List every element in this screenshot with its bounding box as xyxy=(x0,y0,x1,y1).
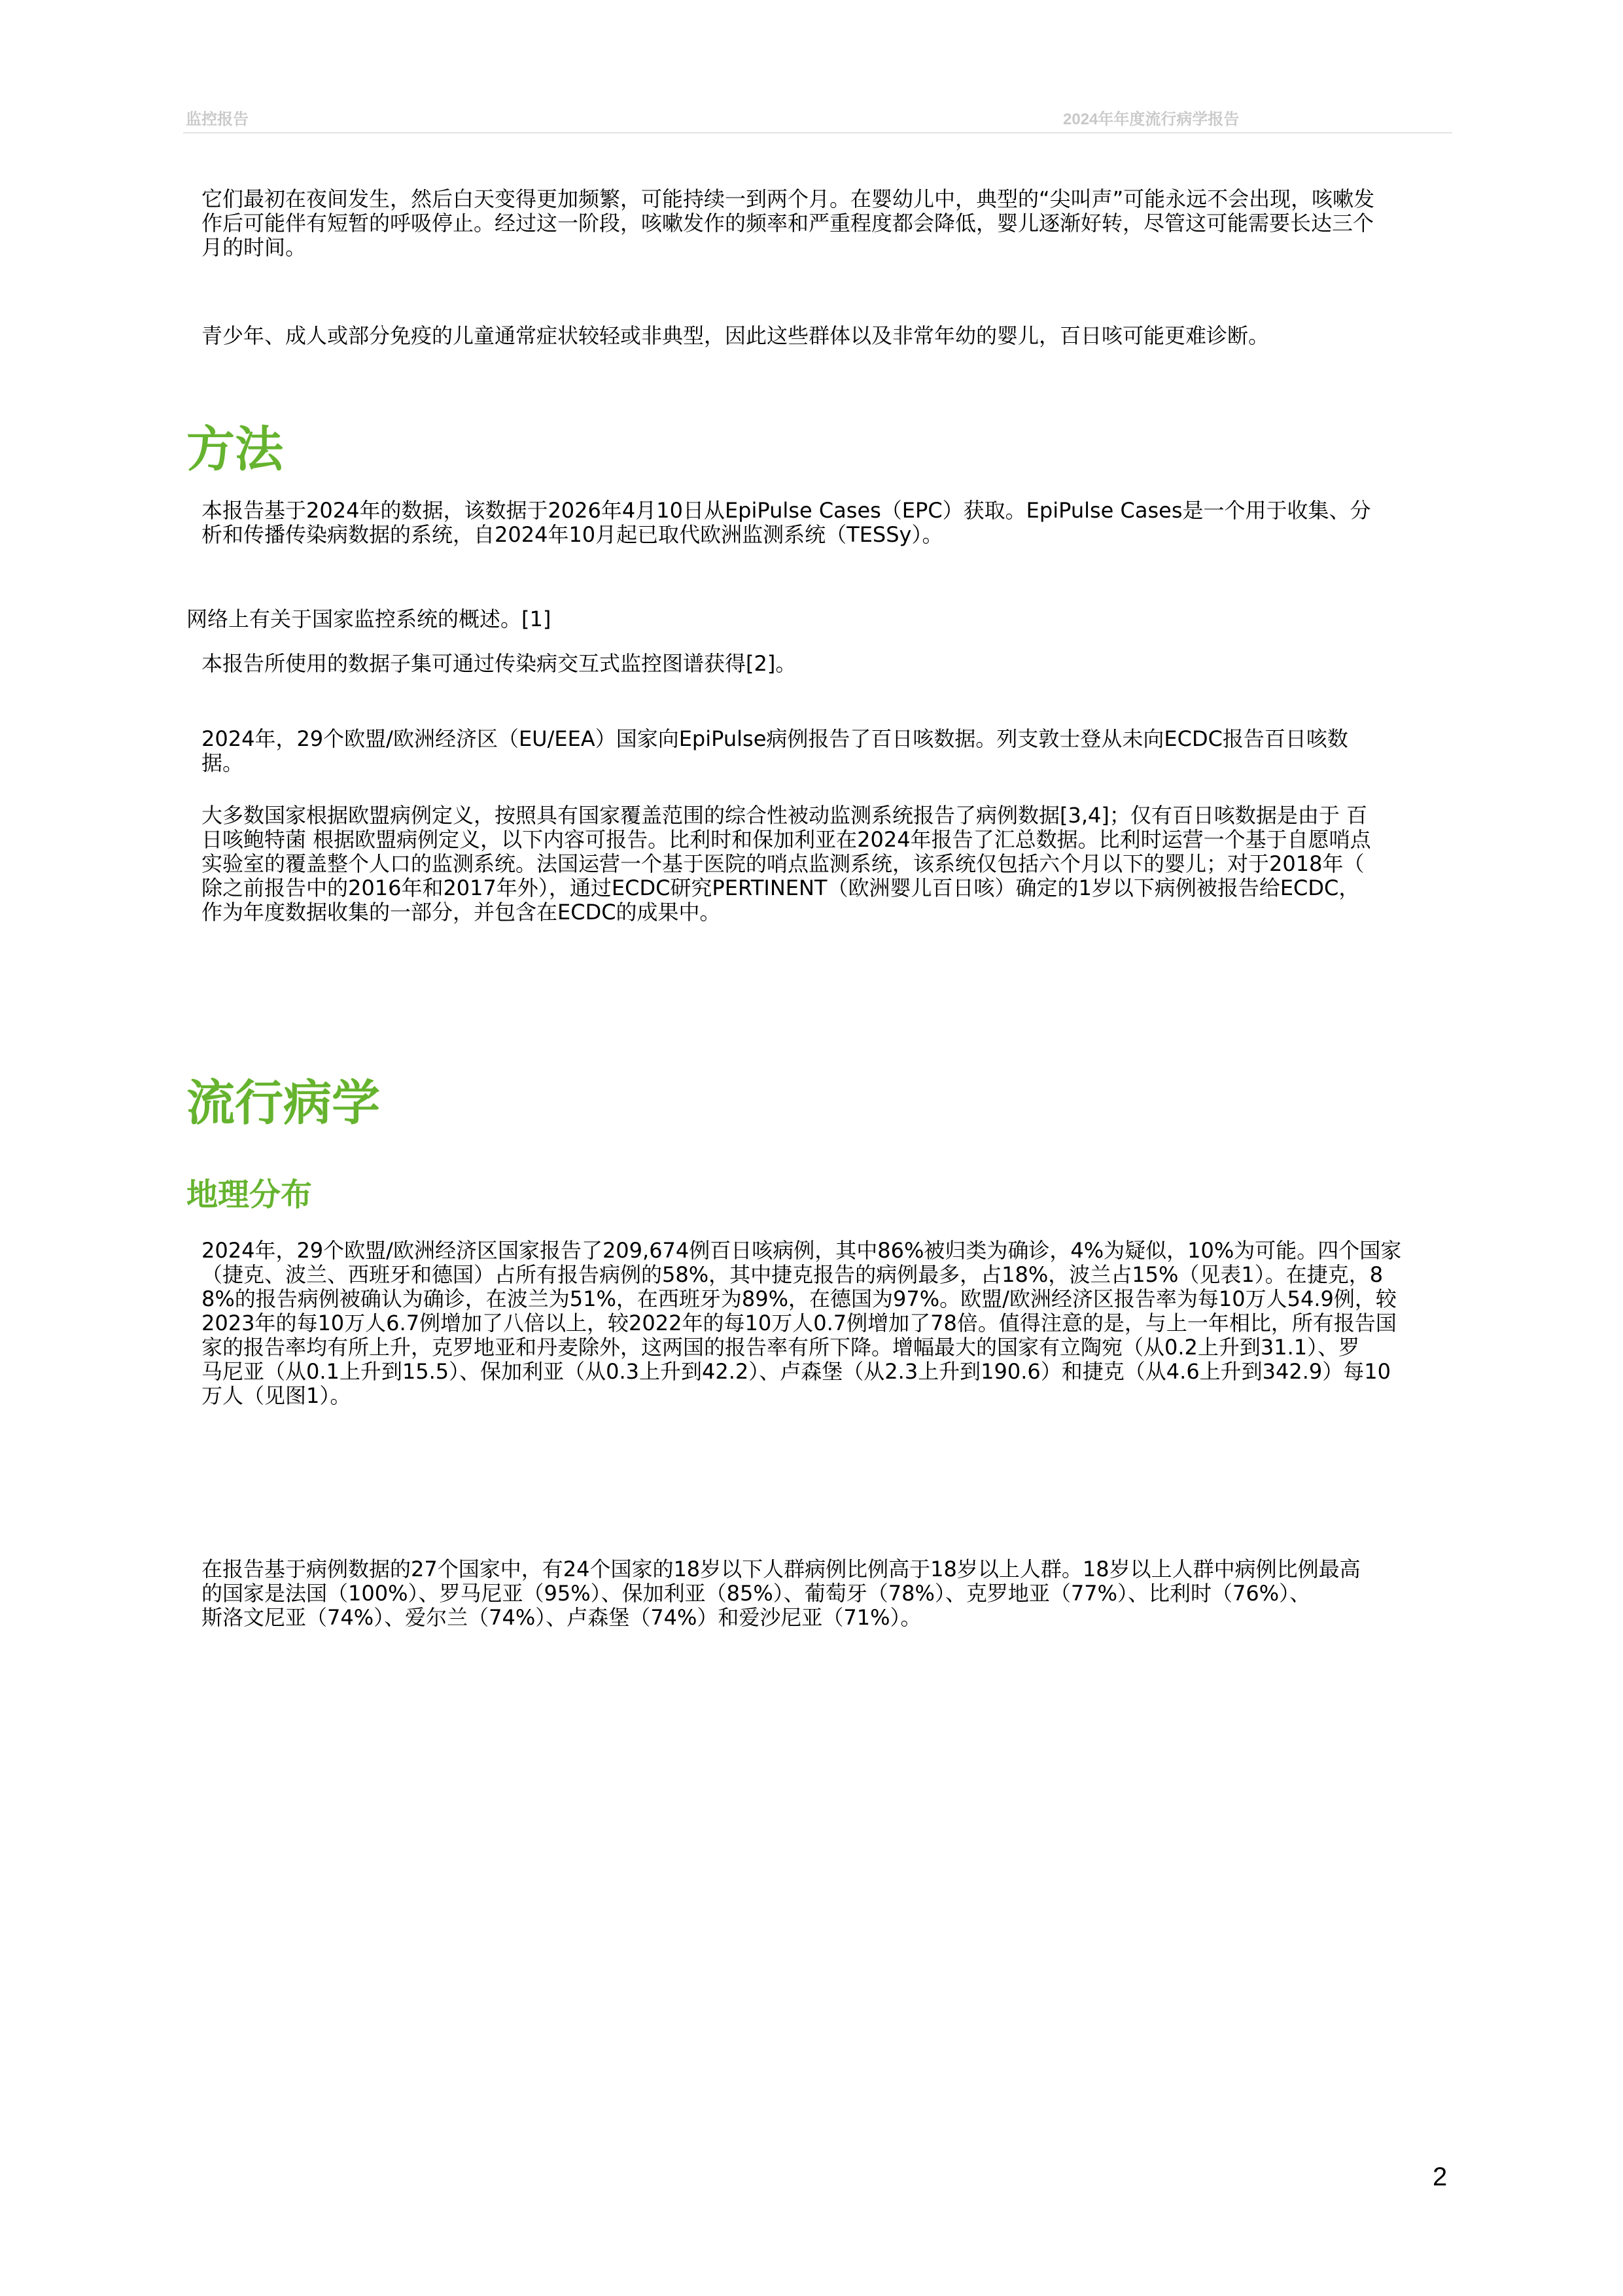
geographic-distribution-heading: 地理分布 xyxy=(186,1176,313,1213)
methods-paragraph-1: 本报告基于2024年的数据，该数据于2026年4月10日从EpiPulse Cases（EPC）获取。EpiPulse Cases是一个用于收集、分 析和传播传染病数据的系统，自2024年10月起已取代欧洲监测系统（TESSy）。 xyxy=(201,498,1371,547)
epidemiology-paragraph-2: 在报告基于病例数据的27个国家中，有24个国家的18岁以下人群病例比例高于18岁以上人群。18岁以上人群中病例比例最高 的国家是法国（100%）、罗马尼亚（95%）、保加利亚（85%）、葡萄牙（78%）、克罗地亚（77%）、比利时（76%）、 斯洛文尼亚（74%）、爱尔兰（74%）、卢森堡（74%）和爱沙尼亚（71%）。 xyxy=(201,1557,1361,1630)
header-left-title: 监控报告 xyxy=(186,111,249,128)
epidemiology-paragraph-1: 2024年，29个欧盟/欧洲经济区国家报告了209,674例百日咳病例，其中86%被归类为确诊，4%为疑似，10%为可能。四个国家 （捷克、波兰、西班牙和德国）占所有报告病例的58%，其中捷克报告的病例最多，占18%，波兰占15%（见表1）。在捷克，8 8%的报告病例被确认为确诊，在波兰为51%，在西班牙为89%，在德国为97%。欧盟/欧洲经济区报告率为每10万人54.9例，较 2023年的每10万人6.7例增加了八倍以上，较2022年的每10万人0.7例增加了78倍。值得注意的是，与上一年相比，所有报告国 家的报告率均有所上升，克罗地亚和丹麦除外，这两国的报告率有所下降。增幅最大的国家有立陶宛（从0.2上升到31.1）、罗 马尼亚（从0.1上升到15.5）、保加利亚（从0.3上升到42.2）、卢森堡（从2.3上升到190.6）和捷克（从4.6上升到342.9）每10 万人（见图1）。 xyxy=(201,1238,1402,1408)
epidemiology-heading: 流行病学 xyxy=(186,1075,380,1131)
methods-paragraph-3: 本报告所使用的数据子集可通过传染病交互式监控图谱获得[2]。 xyxy=(201,651,797,676)
page-number: 2 xyxy=(1433,2163,1448,2191)
header-right-title: 2024年年度流行病学报告 xyxy=(1063,111,1240,128)
intro-paragraph-1: 它们最初在夜间发生，然后白天变得更加频繁，可能持续一到两个月。在婴幼儿中，典型的“尖叫声”可能永远不会出现，咳嗽发 作后可能伴有短暂的呼吸停止。经过这一阶段，咳嗽发作的频率和严重程度都会降低，婴儿逐渐好转，尽管这可能需要长达三个 月的时间。 xyxy=(201,186,1375,260)
methods-paragraph-2: 网络上有关于国家监控系统的概述。[1] xyxy=(186,607,551,631)
intro-paragraph-2: 青少年、成人或部分免疫的儿童通常症状较轻或非典型，因此这些群体以及非常年幼的婴儿，百日咳可能更难诊断。 xyxy=(201,323,1270,348)
methods-paragraph-5: 大多数国家根据欧盟病例定义，按照具有国家覆盖范围的综合性被动监测系统报告了病例数据[3,4]；仅有百日咳数据是由于 百 日咳鲍特菌 根据欧盟病例定义，以下内容可报告。比利时和保加利亚在2024年报告了汇总数据。比利时运营一个基于自愿哨点 实验室的覆盖整个人口的监测系统。法国运营一个基于医院的哨点监测系统，该系统仅包括六个月以下的婴儿；对于2018年（ 除之前报告中的2016年和2017年外），通过ECDC研究PERTINENT（欧洲婴儿百日咳）确定的1岁以下病例被报告给ECDC， 作为年度数据收集的一部分，并包含在ECDC的成果中。 xyxy=(201,803,1371,925)
methods-heading: 方法 xyxy=(186,421,283,478)
methods-paragraph-4: 2024年，29个欧盟/欧洲经济区（EU/EEA）国家向EpiPulse病例报告了百日咳数据。列支敦士登从未向ECDC报告百日咳数 据。 xyxy=(201,726,1348,775)
running-header xyxy=(183,103,1452,133)
